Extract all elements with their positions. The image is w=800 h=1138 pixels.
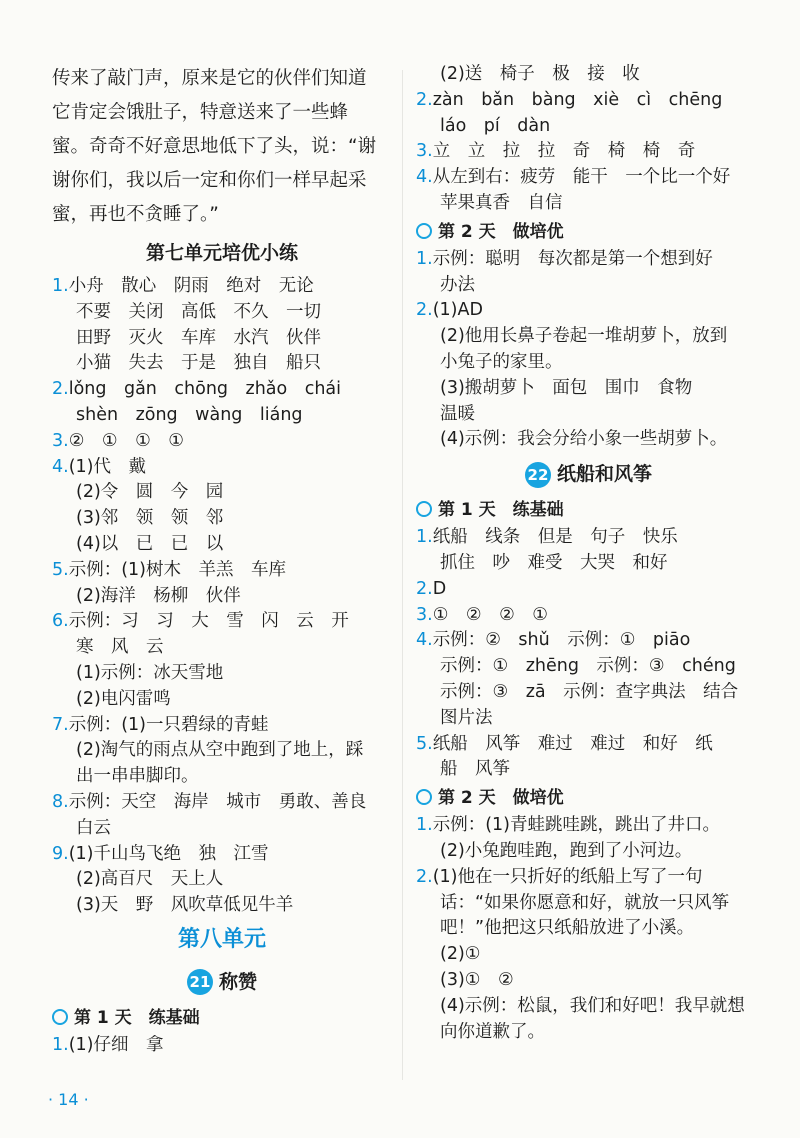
answer-text: 示例：① zhēng 示例：③ chéng bbox=[440, 656, 736, 677]
answer-line bbox=[416, 1020, 761, 1046]
answer-text: 船 风筝 bbox=[440, 759, 510, 780]
lesson21-answers bbox=[52, 1033, 392, 1059]
answer-text: (1)他在一只折好的纸船上写了一句 bbox=[432, 866, 703, 887]
answer-text: (1)千山鸟飞绝 独 江雪 bbox=[68, 843, 269, 864]
day-label bbox=[416, 217, 761, 247]
answer-text: (3)① ② bbox=[440, 969, 514, 990]
answer-line bbox=[416, 88, 761, 114]
question-number: 1. bbox=[52, 276, 69, 296]
circle-icon bbox=[416, 223, 432, 239]
page-number-text: 14 bbox=[58, 1090, 79, 1109]
question-number: 3. bbox=[416, 141, 433, 162]
answer-text: (4)以 已 已 以 bbox=[76, 533, 224, 554]
question-number: 1. bbox=[416, 815, 433, 836]
answer-line bbox=[52, 377, 392, 403]
question-number: 4. bbox=[416, 167, 433, 188]
answer-line bbox=[416, 402, 761, 428]
answer-text: shèn zōng wàng liáng bbox=[76, 404, 303, 425]
answer-text: (3)天 野 风吹草低见牛羊 bbox=[76, 895, 294, 916]
answer-line bbox=[416, 427, 761, 453]
answer-line bbox=[416, 247, 761, 273]
lesson21-day1-answers bbox=[416, 62, 761, 217]
answer-text: 示例：(1)树木 羊羔 车库 bbox=[68, 559, 286, 580]
answer-text: 抓住 吵 难受 大哭 和好 bbox=[440, 552, 668, 573]
answer-text: 小猫 失去 于是 独自 船只 bbox=[76, 353, 321, 374]
answer-line bbox=[52, 609, 392, 635]
answer-text: (1)仔细 拿 bbox=[68, 1034, 164, 1055]
story-line: 谢你们，我以后一定和你们一样早起采 bbox=[52, 170, 367, 191]
question-number: 7. bbox=[52, 714, 69, 735]
answer-text: (3)邻 领 领 邻 bbox=[76, 508, 224, 529]
circle-icon bbox=[52, 1009, 68, 1025]
answer-text: (3)搬胡萝卜 面包 围巾 食物 bbox=[440, 377, 693, 398]
lesson-number-badge: 21 bbox=[187, 969, 213, 995]
answer-text: 小兔子的家里。 bbox=[440, 351, 563, 372]
circle-icon bbox=[416, 501, 432, 517]
answer-text: 示例：(1)青蛙跳哇跳，跳出了井口。 bbox=[432, 815, 720, 836]
answer-text: (2)他用长鼻子卷起一堆胡萝卜，放到 bbox=[440, 326, 728, 347]
answer-line bbox=[52, 326, 392, 352]
lesson-title: 纸船和风筝 bbox=[556, 463, 652, 486]
day-label-text: 第 1 天 练基础 bbox=[438, 500, 564, 521]
question-number: 3. bbox=[416, 604, 433, 625]
story-paragraph bbox=[52, 62, 392, 232]
answer-text: D bbox=[432, 578, 447, 599]
answer-line bbox=[416, 525, 761, 551]
answer-line bbox=[52, 1033, 392, 1059]
answer-text: 办法 bbox=[440, 274, 475, 295]
answer-text: 从左到右：疲劳 能干 一个比一个好 bbox=[432, 167, 731, 188]
answer-line bbox=[52, 351, 392, 377]
answer-line bbox=[52, 584, 392, 610]
answer-line bbox=[416, 968, 761, 994]
answer-line bbox=[52, 506, 392, 532]
question-number: 2. bbox=[416, 578, 433, 599]
question-number: 6. bbox=[52, 611, 69, 632]
day-label bbox=[52, 1003, 392, 1033]
right-column bbox=[416, 62, 761, 1045]
answer-text: ② ① ① ① bbox=[68, 430, 184, 451]
answer-line bbox=[52, 661, 392, 687]
unit7-answers bbox=[52, 274, 392, 919]
question-number: 1. bbox=[416, 248, 433, 269]
question-number: 2. bbox=[416, 89, 433, 110]
answer-line bbox=[52, 635, 392, 661]
answer-text: 向你道歉了。 bbox=[440, 1021, 545, 1042]
answer-text: ① ② ② ① bbox=[432, 604, 548, 625]
answer-line bbox=[52, 532, 392, 558]
answer-line bbox=[416, 376, 761, 402]
story-line: 它肯定会饿肚子，特意送来了一些蜂 bbox=[52, 102, 349, 123]
day-label bbox=[416, 783, 761, 813]
answer-line bbox=[52, 738, 392, 764]
answer-text: láo pí dàn bbox=[440, 115, 551, 136]
answer-text: zàn bǎn bàng xiè cì chēng bbox=[432, 89, 723, 110]
answer-text: 示例：聪明 每次都是第一个想到好 bbox=[432, 248, 713, 269]
answer-line bbox=[416, 273, 761, 299]
lesson22-day1-answers bbox=[416, 525, 761, 783]
answer-text: (2)送 椅子 极 接 收 bbox=[440, 64, 640, 84]
answer-text: (1)代 戴 bbox=[68, 456, 146, 477]
answer-text: (4)示例：松鼠，我们和好吧！我早就想 bbox=[440, 995, 745, 1016]
answer-text: (2)高百尺 天上人 bbox=[76, 869, 224, 890]
answer-line bbox=[52, 816, 392, 842]
question-number: 1. bbox=[52, 1034, 69, 1055]
question-number: 9. bbox=[52, 843, 69, 864]
answer-line bbox=[416, 165, 761, 191]
answer-text: 纸船 风筝 难过 难过 和好 纸 bbox=[432, 733, 713, 754]
answer-line bbox=[52, 842, 392, 868]
answer-line bbox=[52, 480, 392, 506]
lesson21-day2-answers bbox=[416, 247, 761, 453]
answer-line bbox=[52, 687, 392, 713]
question-number: 4. bbox=[52, 456, 69, 477]
answer-line bbox=[416, 114, 761, 140]
lesson-22-heading bbox=[416, 453, 761, 495]
answer-text: 示例：(1)一只碧绿的青蛙 bbox=[68, 714, 269, 735]
answer-text: (2)淘气的雨点从空中跑到了地上，踩 bbox=[76, 740, 364, 761]
lesson-21-heading bbox=[52, 961, 392, 1003]
answer-line bbox=[416, 139, 761, 165]
question-number: 3. bbox=[52, 430, 69, 451]
question-number: 5. bbox=[416, 733, 433, 754]
answer-text: (1)示例：冰天雪地 bbox=[76, 662, 224, 683]
circle-icon bbox=[416, 789, 432, 805]
answer-line bbox=[416, 324, 761, 350]
day-label-text: 第 2 天 做培优 bbox=[438, 221, 564, 242]
answer-text: (2)电闪雷鸣 bbox=[76, 688, 171, 709]
answer-line bbox=[416, 732, 761, 758]
answer-line bbox=[52, 790, 392, 816]
answer-text: (2)海洋 杨柳 伙伴 bbox=[76, 585, 241, 606]
answer-line bbox=[416, 942, 761, 968]
answer-line bbox=[52, 764, 392, 790]
answer-text: 田野 灭火 车库 水汽 伙伴 bbox=[76, 327, 321, 348]
answer-text: 示例：习 习 大 雪 闪 云 开 bbox=[68, 611, 349, 632]
answer-text: 苹果真香 自信 bbox=[440, 192, 563, 213]
answer-line bbox=[416, 680, 761, 706]
answer-text: 纸船 线条 但是 句子 快乐 bbox=[432, 527, 678, 548]
answer-line bbox=[416, 757, 761, 783]
answer-line bbox=[416, 551, 761, 577]
answer-line bbox=[52, 274, 392, 300]
answer-line bbox=[416, 62, 761, 88]
answer-text: 不要 关闭 高低 不久 一切 bbox=[76, 301, 321, 322]
answer-line bbox=[416, 813, 761, 839]
answer-line bbox=[416, 350, 761, 376]
answer-line bbox=[416, 994, 761, 1020]
question-number: 2. bbox=[52, 379, 69, 400]
answer-line bbox=[52, 403, 392, 429]
lesson22-day2-answers bbox=[416, 813, 761, 1045]
question-number: 8. bbox=[52, 791, 69, 812]
answer-text: 话：“如果你愿意和好，就放一只风筝 bbox=[440, 892, 730, 913]
lesson-title: 称赞 bbox=[218, 970, 257, 993]
answer-line bbox=[416, 628, 761, 654]
left-column bbox=[52, 62, 392, 1059]
answer-text: 出一串串脚印。 bbox=[76, 766, 199, 787]
question-number: 5. bbox=[52, 559, 69, 580]
answer-line bbox=[416, 191, 761, 217]
answer-line bbox=[416, 603, 761, 629]
answer-text: lǒng gǎn chōng zhǎo chái bbox=[68, 379, 342, 400]
day-label bbox=[416, 495, 761, 525]
story-line: 蜜。奇奇不好意思地低下了头，说：“谢 bbox=[52, 136, 377, 157]
answer-text: 寒 风 云 bbox=[76, 637, 164, 658]
unit-title: 第八单元 bbox=[177, 926, 266, 952]
question-number: 2. bbox=[416, 300, 433, 321]
answer-line bbox=[416, 891, 761, 917]
day-label-text: 第 2 天 做培优 bbox=[438, 788, 564, 809]
page-number: · 14 · bbox=[48, 1090, 89, 1109]
answer-line bbox=[416, 916, 761, 942]
answer-text: 示例：② shǔ 示例：① piāo bbox=[432, 630, 691, 651]
answer-line bbox=[416, 298, 761, 324]
answer-line bbox=[52, 893, 392, 919]
answer-text: (1)AD bbox=[432, 300, 483, 321]
answer-line bbox=[52, 713, 392, 739]
answer-line bbox=[52, 300, 392, 326]
answer-line bbox=[416, 577, 761, 603]
answer-text: 温暖 bbox=[440, 403, 475, 424]
answer-text: (4)示例：我会分给小象一些胡萝卜。 bbox=[440, 429, 728, 450]
answer-text: (2)① bbox=[440, 944, 481, 965]
section-title: 第七单元培优小练 bbox=[145, 242, 298, 264]
column-divider bbox=[402, 70, 403, 1080]
story-line: 蜜，再也不贪睡了。” bbox=[52, 204, 219, 225]
lesson-number-badge: 22 bbox=[525, 462, 551, 488]
day-label-text: 第 1 天 练基础 bbox=[74, 1007, 200, 1028]
answer-text: 立 立 拉 拉 奇 椅 椅 奇 bbox=[432, 141, 696, 162]
answer-text: (2)令 圆 今 园 bbox=[76, 482, 224, 503]
answer-text: 示例：天空 海岸 城市 勇敢、善良 bbox=[68, 791, 367, 812]
answer-line bbox=[416, 706, 761, 732]
question-number: 1. bbox=[416, 527, 433, 548]
answer-line bbox=[52, 455, 392, 481]
answer-text: (2)小兔跑哇跑，跑到了小河边。 bbox=[440, 840, 693, 861]
answer-text: 图片法 bbox=[440, 707, 493, 728]
question-number: 2. bbox=[416, 866, 433, 887]
answer-line bbox=[52, 429, 392, 455]
answer-text: 白云 bbox=[76, 817, 111, 838]
answer-line bbox=[52, 558, 392, 584]
answer-line bbox=[416, 865, 761, 891]
answer-line bbox=[416, 839, 761, 865]
answer-line bbox=[416, 654, 761, 680]
answer-text: 示例：③ zā 示例：查字典法 结合 bbox=[440, 681, 739, 702]
story-line: 传来了敲门声，原来是它的伙伴们知道 bbox=[52, 68, 367, 89]
question-number: 4. bbox=[416, 630, 433, 651]
answer-text: 小舟 散心 阴雨 绝对 无论 bbox=[68, 276, 314, 296]
answer-text: 吧！”他把这只纸船放进了小溪。 bbox=[440, 918, 695, 939]
answer-line bbox=[52, 867, 392, 893]
